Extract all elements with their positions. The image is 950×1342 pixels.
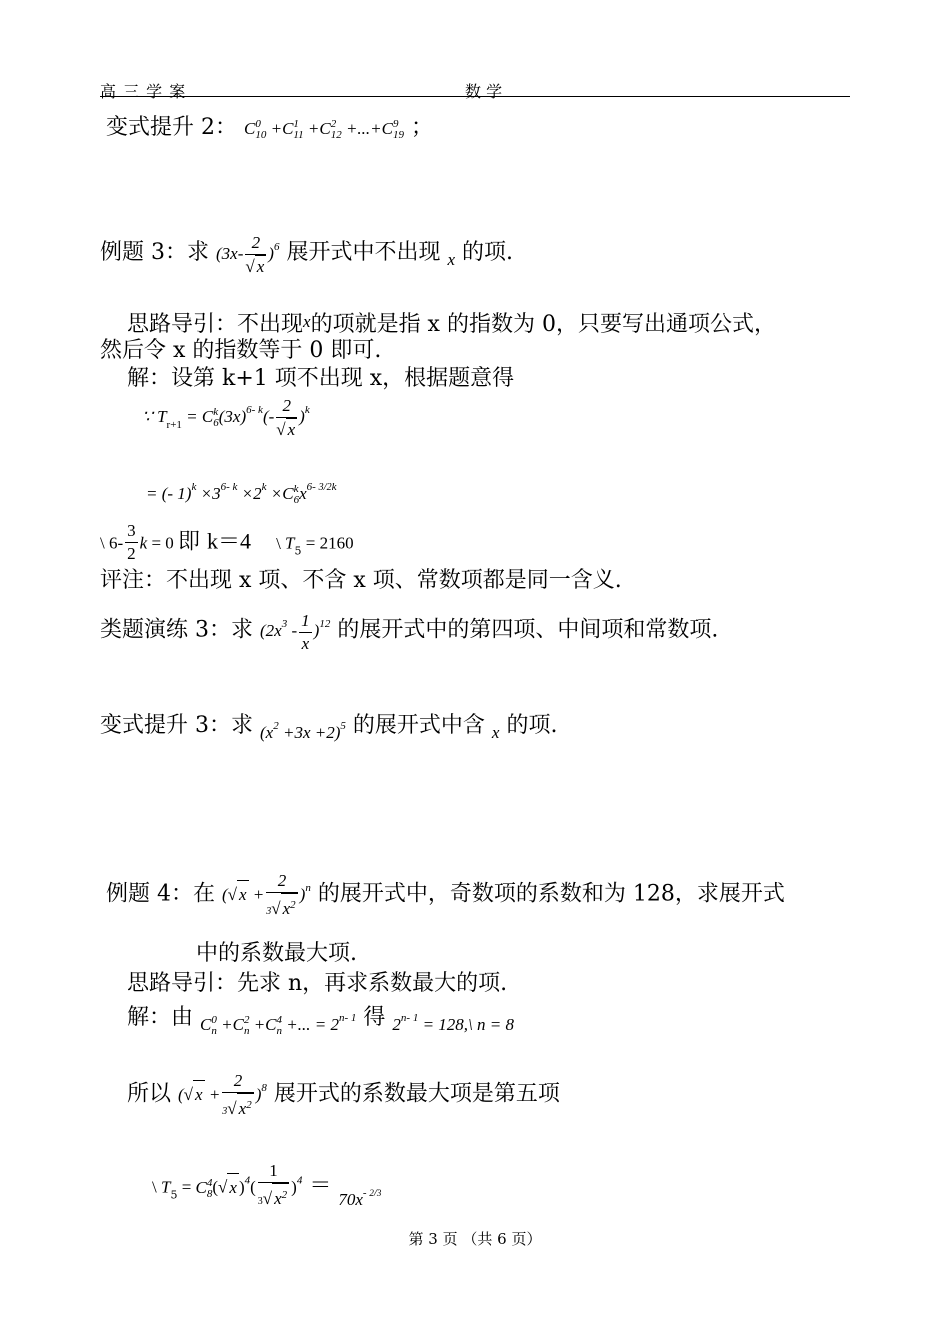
solution4-coef: 70: [338, 1189, 356, 1209]
solution3-intro: 解：设第 k+1 项不出现 x，根据题意得: [127, 366, 515, 391]
variant2-line: [106, 114, 433, 143]
variant3-var: x: [491, 723, 500, 742]
example4-line1: [106, 870, 785, 923]
solution4-n: 8: [505, 1015, 515, 1034]
variant3-formula: (x2 +3x +2)5: [260, 720, 346, 742]
solution3-k: k＝4: [207, 528, 252, 554]
variant3-label: 变式提升 3：求: [100, 713, 253, 738]
example3-text2: 的项.: [462, 239, 514, 265]
hint3-var: x: [303, 312, 311, 331]
solution4-de: 得: [363, 1005, 386, 1030]
comment3: 评注：不出现 x 项、不含 x 项、常数项都是同一含义.: [100, 568, 622, 593]
variant2-end: ；: [410, 115, 433, 140]
header-center: 数 学: [465, 82, 503, 101]
solution3-eq1: ∵ $T_{r+1} = C$ k 6 $(3x)^{6- k}(-$ $\frac{2}{√ x}$ )$^k$: [142, 396, 310, 439]
solution4-line3: \ $T_5 = C$ 4 8 (√ x )$^4$( $\frac{1}{3√ x^2}$ )$^4$ ＝ $_{70x^{- 2/3}}$: [152, 1161, 382, 1209]
example4-text1: 的展开式中，奇数项的系数和为 128，求展开式: [317, 881, 785, 907]
hint3-line1: [127, 308, 776, 339]
practice3-line: [100, 610, 718, 655]
practice3-text: 的展开式中的第四项、中间项和常数项.: [337, 617, 719, 643]
example4-line2: 中的系数最大项.: [196, 941, 357, 966]
solution3-mid: 即: [178, 529, 201, 555]
example3-formula: (3x- $\frac{2}{√ x}$ )$^6$: [216, 233, 280, 276]
solution4-so: 所以: [127, 1081, 172, 1107]
solution3-eq3: \ 6- $\frac{3}{2}$ k = 0 即 k＝4 \ $T_5 = 2160$: [100, 521, 354, 563]
example3-var: x: [447, 249, 456, 269]
variant2-label: 变式提升 2：: [106, 115, 237, 140]
solution3-result: 2160: [319, 533, 354, 553]
header-rule: [100, 96, 850, 97]
solution4-so-text: 展开式的系数最大项是第五项: [273, 1081, 560, 1107]
header-left: 高 三 学 案: [100, 82, 187, 101]
practice3-label: 类题演练 3：求: [100, 617, 253, 643]
solution4-line1: 解：由 $_{C 0 n +C 2 n +C 4 n +... = 2^{n- 1}}$ 得 $_{2^{n- 1} = 128,\backslash n = 8}$: [127, 1005, 515, 1038]
page-footer: 第 3 页 （共 6 页）: [408, 1230, 542, 1248]
hint4: 思路导引：先求 n，再求系数最大的项.: [127, 971, 508, 996]
hint3-line1b: 的项就是指 x 的指数为 0，只要写出通项公式，: [310, 312, 776, 337]
solution4-label: 解：由: [127, 1005, 194, 1030]
example4-formula: (√ x + $\frac{2}{3√ x^2}$ )$^n$: [222, 871, 311, 918]
hint3-line1a: 思路导引：不出现: [127, 312, 304, 337]
solution3-eq2: = (- $1)^k \times 3^{6- k} \times 2^k \times C$ k 6 $x^{6- 3/2k}$: [146, 481, 337, 507]
hint3-line2: 然后令 x 的指数等于 0 即可.: [100, 338, 382, 363]
example3-line: [100, 232, 513, 278]
variant2-formula: C 0 10 +C 1 11 +C 2 12 +...+C 9 19: [244, 118, 404, 142]
variant3-text1: 的展开式中含: [352, 713, 485, 738]
example4-label: 例题 4：在: [106, 881, 215, 907]
solution4-eq: ＝: [309, 1172, 332, 1198]
example3-label: 例题 3：求: [100, 239, 209, 265]
practice3-formula: ($2x^3$ - $\frac{1}{x}$ )$^{12}$: [260, 611, 331, 653]
example3-text1: 展开式中不出现: [286, 239, 441, 265]
variant3-text2: 的项.: [506, 713, 558, 738]
variant3-line: [100, 712, 557, 747]
solution4-line2: 所以 (√ x + $\frac{2}{3√ x^2}$ )$^8$ 展开式的系数最大项是第五项: [127, 1071, 560, 1118]
